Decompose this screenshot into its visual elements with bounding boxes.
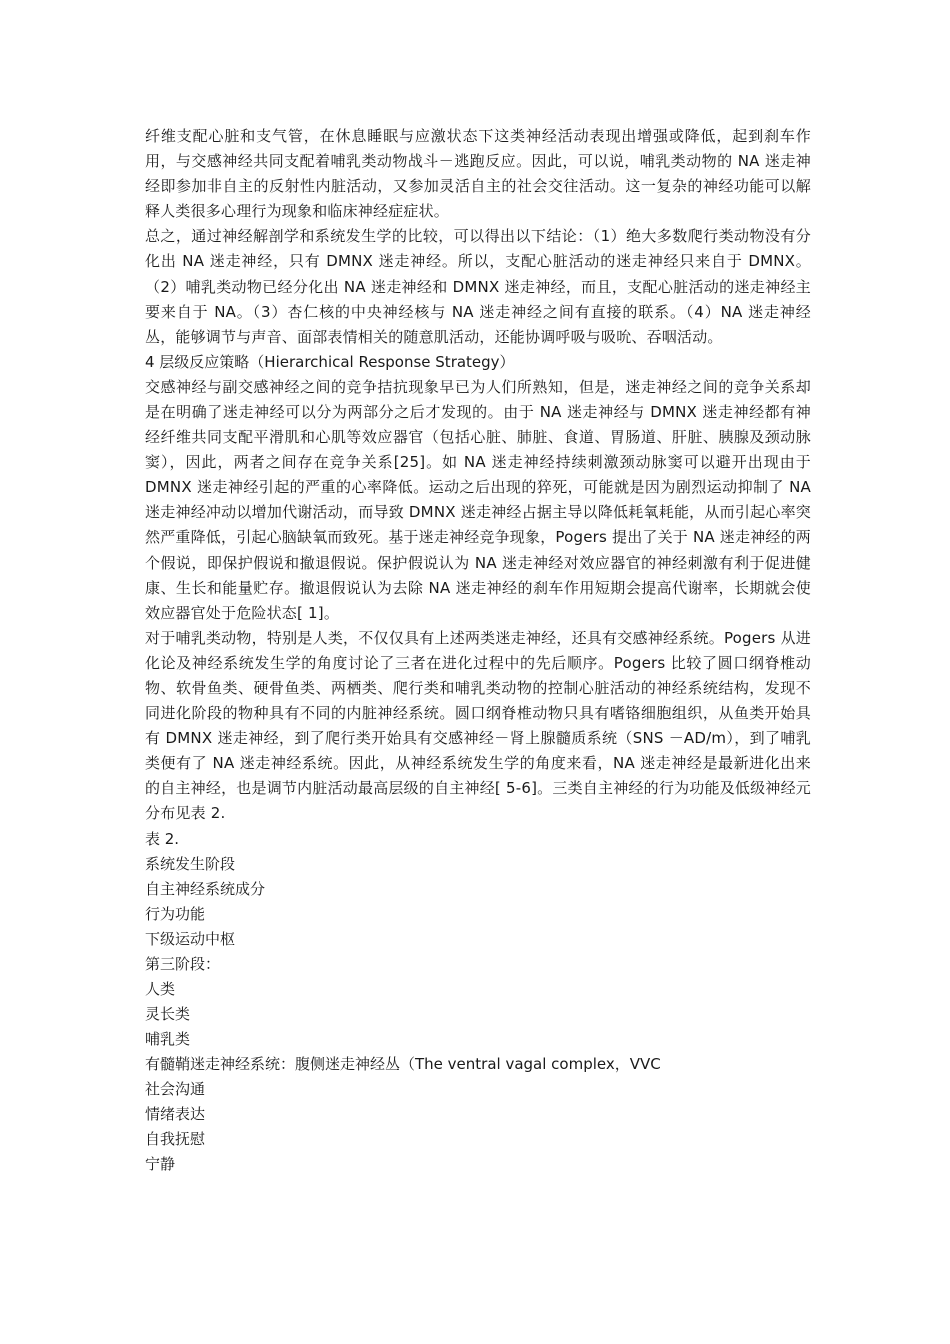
table-line: 哺乳类 [145, 1029, 191, 1048]
table-line: 灵长类 [145, 1004, 191, 1023]
table-line: 自我抚慰 [145, 1129, 206, 1148]
table-line: 下级运动中枢 [145, 929, 236, 948]
table-line: 宁静 [145, 1154, 176, 1173]
table-line: 有髓鞘迷走神经系统：腹侧迷走神经丛（The ventral vagal complex，VVC [145, 1054, 661, 1073]
section-heading: 4 层级反应策略（Hierarchical Response Strategy） [145, 352, 515, 371]
document-page [145, 124, 811, 1177]
table-line: 社会沟通 [145, 1079, 206, 1098]
table-line: 行为功能 [145, 904, 206, 923]
table-2-lines [145, 827, 811, 1177]
paragraph-conclusions: 总之，通过神经解剖学和系统发生学的比较，可以得出以下结论：（1）绝大多数爬行类动物没有分化出 NA 迷走神经，只有 DMNX 迷走神经。所以，支配心脏活动的迷走神经只来自于 DMNX。（2）哺乳类动物已经分化出 NA 迷走神经和 DMNX 迷走神经，而且，支配心脏活动的迷走神经主要来自于 NA。（3）杏仁核的中央神经核与 NA 迷走神经之间有直接的联系。（4）NA 迷走神经丛，能够调节与声音、面部表情相关的随意肌活动，还能协调呼吸与吸吮、吞咽活动。 [145, 227, 811, 346]
paragraph-competition: 交感神经与副交感神经之间的竞争拮抗现象早已为人们所熟知，但是，迷走神经之间的竞争关系却是在明确了迷走神经可以分为两部分之后才发现的。由于 NA 迷走神经与 DMNX 迷走神经都有神经纤维共同支配平滑肌和心肌等效应器官（包括心脏、肺脏、食道、胃肠道、肝脏、胰腺及颈动脉窦），因此，两者之间存在竞争关系[25]。如 NA 迷走神经持续刺激颈动脉窦可以避开出现由于 DMNX 迷走神经引起的严重的心率降低。运动之后出现的猝死，可能就是因为剧烈运动抑制了 NA 迷走神经冲动以增加代谢活动，而导致 DMNX 迷走神经占据主导以降低耗氧耗能，从而引起心率突然严重降低，引起心脑缺氧而致死。基于迷走神经竞争现象，Pogers 提出了关于 NA 迷走神经的两个假说，即保护假说和撤退假说。保护假说认为 NA 迷走神经对效应器官的神经刺激有利于促进健康、生长和能量贮存。撤退假说认为去除 NA 迷走神经的刹车作用短期会提高代谢率，长期就会使效应器官处于危险状态[ 1]。 [145, 377, 812, 622]
table-line: 自主神经系统成分 [145, 879, 266, 898]
paragraph-vagal-function: 纤维支配心脏和支气管，在休息睡眠与应激状态下这类神经活动表现出增强或降低，起到刹车作用，与交感神经共同支配着哺乳类动物战斗－逃跑反应。因此，可以说，哺乳类动物的 NA 迷走神经即参加非自主的反射性内脏活动，又参加灵活自主的社会交往活动。这一复杂的神经功能可以解释人类很多心理行为现象和临床神经症症状。 [145, 127, 811, 221]
table-line: 人类 [145, 979, 176, 998]
table-caption: 表 2. [145, 829, 180, 848]
table-line: 情绪表达 [145, 1104, 206, 1123]
paragraph-evolution: 对于哺乳类动物，特别是人类，不仅仅具有上述两类迷走神经，还具有交感神经系统。Pogers 从进化论及神经系统发生学的角度讨论了三者在进化过程中的先后顺序。Pogers 比较了圆口纲脊椎动物、软骨鱼类、硬骨鱼类、两栖类、爬行类和哺乳类动物的控制心脏活动的神经系统结构，发现不同进化阶段的物种具有不同的内脏神经系统。圆口纲脊椎动物只具有嗜铬细胞组织，从鱼类开始具有 DMNX 迷走神经，到了爬行类开始具有交感神经－肾上腺髓质系统（SNS －AD/m），到了哺乳类便有了 NA 迷走神经系统。因此，从神经系统发生学的角度来看，NA 迷走神经是最新进化出来的自主神经，也是调节内脏活动最高层级的自主神经[ 5-6]。三类自主神经的行为功能及低级神经元分布见表 2. [145, 628, 811, 823]
table-line: 系统发生阶段 [145, 854, 236, 873]
table-line: 第三阶段： [145, 954, 221, 973]
